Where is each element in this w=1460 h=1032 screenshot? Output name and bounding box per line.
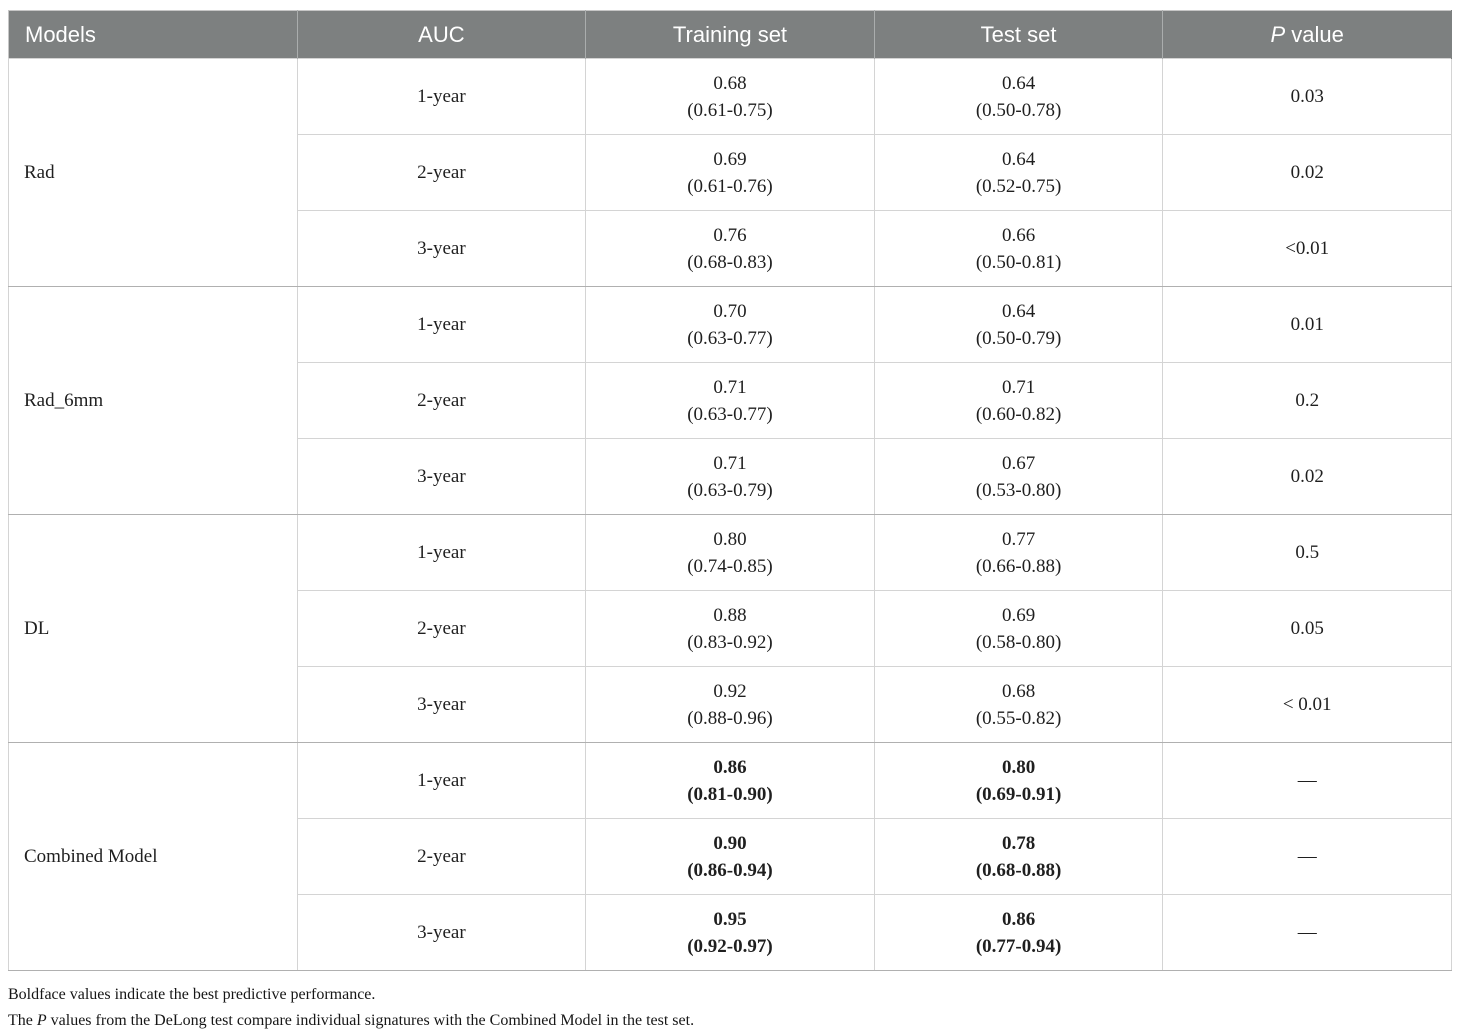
auc-value: 0.86 <box>1001 908 1036 930</box>
training-set-value <box>586 515 875 591</box>
auc-year-label: 2-year <box>297 819 586 895</box>
auc-value: 0.80 <box>1001 756 1036 778</box>
auc-value: 0.69 <box>713 148 747 170</box>
p-value-cell: — <box>1163 743 1452 819</box>
auc-value: 0.66 <box>1001 224 1036 246</box>
ci-value: (0.68-0.88) <box>975 859 1062 881</box>
test-set-value <box>874 135 1163 211</box>
ci-value: (0.81-0.90) <box>687 783 773 805</box>
p-value-cell: 0.2 <box>1163 363 1452 439</box>
footnote-boldface: Boldface values indicate the best predictive performance. <box>8 986 376 1003</box>
footnote-italic-p: P <box>36 1012 47 1029</box>
ci-value: (0.77-0.94) <box>975 935 1062 957</box>
test-set-value <box>874 743 1163 819</box>
col-header-p-value <box>1163 11 1452 59</box>
auc-value: 0.64 <box>1001 148 1036 170</box>
table-row <box>9 515 1452 591</box>
auc-value: 0.71 <box>1001 376 1036 398</box>
auc-year-label: 3-year <box>297 895 586 971</box>
ci-value: (0.92-0.97) <box>687 935 773 957</box>
ci-value: (0.66-0.88) <box>975 555 1062 577</box>
test-set-value <box>874 363 1163 439</box>
p-value-cell: 0.01 <box>1163 287 1452 363</box>
auc-value: 0.95 <box>713 908 747 930</box>
col-header-auc: AUC <box>297 11 586 59</box>
footnote-text: values from the DeLong test compare individual signatures with the Combined Model in the test set. <box>46 1012 695 1029</box>
auc-value: 0.64 <box>1001 300 1036 322</box>
table-row <box>9 287 1452 363</box>
p-value-cell: < 0.01 <box>1163 667 1452 743</box>
test-set-value <box>874 439 1163 515</box>
ci-value: (0.68-0.83) <box>687 251 773 273</box>
table-row <box>9 59 1452 135</box>
auc-value: 0.67 <box>1001 452 1036 474</box>
p-value-cell: 0.03 <box>1163 59 1452 135</box>
training-set-value <box>586 59 875 135</box>
table-row <box>9 743 1452 819</box>
auc-value: 0.71 <box>713 452 747 474</box>
training-set-value <box>586 439 875 515</box>
p-value-cell: 0.5 <box>1163 515 1452 591</box>
ci-value: (0.52-0.75) <box>975 175 1062 197</box>
auc-value: 0.86 <box>713 756 747 778</box>
model-label: Rad_6mm <box>9 287 298 515</box>
auc-year-label: 2-year <box>297 135 586 211</box>
table-footnotes <box>8 982 694 1032</box>
p-value-cell: 0.05 <box>1163 591 1452 667</box>
auc-value: 0.70 <box>713 300 747 322</box>
auc-year-label: 1-year <box>297 515 586 591</box>
col-header-models: Models <box>9 11 298 59</box>
training-set-value <box>586 667 875 743</box>
model-label: Combined Model <box>9 743 298 971</box>
p-value-cell: <0.01 <box>1163 211 1452 287</box>
col-header-training-set: Training set <box>586 11 875 59</box>
auc-value: 0.71 <box>713 376 747 398</box>
ci-value: (0.60-0.82) <box>975 403 1062 425</box>
auc-value: 0.64 <box>1001 72 1036 94</box>
auc-value: 0.68 <box>1001 680 1036 702</box>
ci-value: (0.69-0.91) <box>975 783 1062 805</box>
auc-value: 0.80 <box>713 528 747 550</box>
ci-value: (0.86-0.94) <box>687 859 773 881</box>
ci-value: (0.50-0.78) <box>975 99 1062 121</box>
auc-year-label: 3-year <box>297 667 586 743</box>
model-label: DL <box>9 515 298 743</box>
test-set-value <box>874 591 1163 667</box>
auc-year-label: 3-year <box>297 211 586 287</box>
auc-results-table <box>8 10 1452 971</box>
test-set-value <box>874 287 1163 363</box>
auc-value: 0.77 <box>1001 528 1036 550</box>
ci-value: (0.63-0.77) <box>687 327 773 349</box>
auc-value: 0.78 <box>1001 832 1036 854</box>
ci-value: (0.58-0.80) <box>975 631 1062 653</box>
footnote-text: The <box>8 1012 37 1029</box>
auc-value: 0.69 <box>1001 604 1036 626</box>
ci-value: (0.88-0.96) <box>687 707 773 729</box>
test-set-value <box>874 895 1163 971</box>
auc-value: 0.90 <box>713 832 747 854</box>
test-set-value <box>874 211 1163 287</box>
auc-year-label: 1-year <box>297 287 586 363</box>
ci-value: (0.61-0.76) <box>687 175 773 197</box>
p-value-cell: — <box>1163 819 1452 895</box>
ci-value: (0.63-0.77) <box>687 403 773 425</box>
ci-value: (0.83-0.92) <box>687 631 773 653</box>
ci-value: (0.53-0.80) <box>975 479 1062 501</box>
training-set-value <box>586 591 875 667</box>
col-header-test-set: Test set <box>874 11 1163 59</box>
auc-value: 0.88 <box>713 604 747 626</box>
ci-value: (0.50-0.79) <box>975 327 1062 349</box>
ci-value: (0.61-0.75) <box>687 99 773 121</box>
p-value-rest: value <box>1285 21 1344 47</box>
auc-year-label: 2-year <box>297 591 586 667</box>
test-set-value <box>874 515 1163 591</box>
training-set-value <box>586 211 875 287</box>
auc-year-label: 1-year <box>297 59 586 135</box>
training-set-value <box>586 819 875 895</box>
auc-value: 0.76 <box>713 224 747 246</box>
test-set-value <box>874 819 1163 895</box>
ci-value: (0.74-0.85) <box>687 555 773 577</box>
test-set-value <box>874 667 1163 743</box>
model-label: Rad <box>9 59 298 287</box>
training-set-value <box>586 895 875 971</box>
auc-year-label: 1-year <box>297 743 586 819</box>
ci-value: (0.63-0.79) <box>687 479 773 501</box>
training-set-value <box>586 363 875 439</box>
p-value-cell: 0.02 <box>1163 135 1452 211</box>
training-set-value <box>586 743 875 819</box>
training-set-value <box>586 135 875 211</box>
test-set-value <box>874 59 1163 135</box>
ci-value: (0.55-0.82) <box>975 707 1062 729</box>
auc-year-label: 2-year <box>297 363 586 439</box>
p-value-cell: — <box>1163 895 1452 971</box>
auc-value: 0.92 <box>713 680 747 702</box>
ci-value: (0.50-0.81) <box>975 251 1062 273</box>
header-row <box>9 11 1452 59</box>
training-set-value <box>586 287 875 363</box>
table-header <box>9 11 1452 59</box>
p-value-cell: 0.02 <box>1163 439 1452 515</box>
auc-year-label: 3-year <box>297 439 586 515</box>
auc-value: 0.68 <box>713 72 747 94</box>
p-value-italic-p: P <box>1270 21 1286 47</box>
footnote-delong <box>8 1008 694 1032</box>
